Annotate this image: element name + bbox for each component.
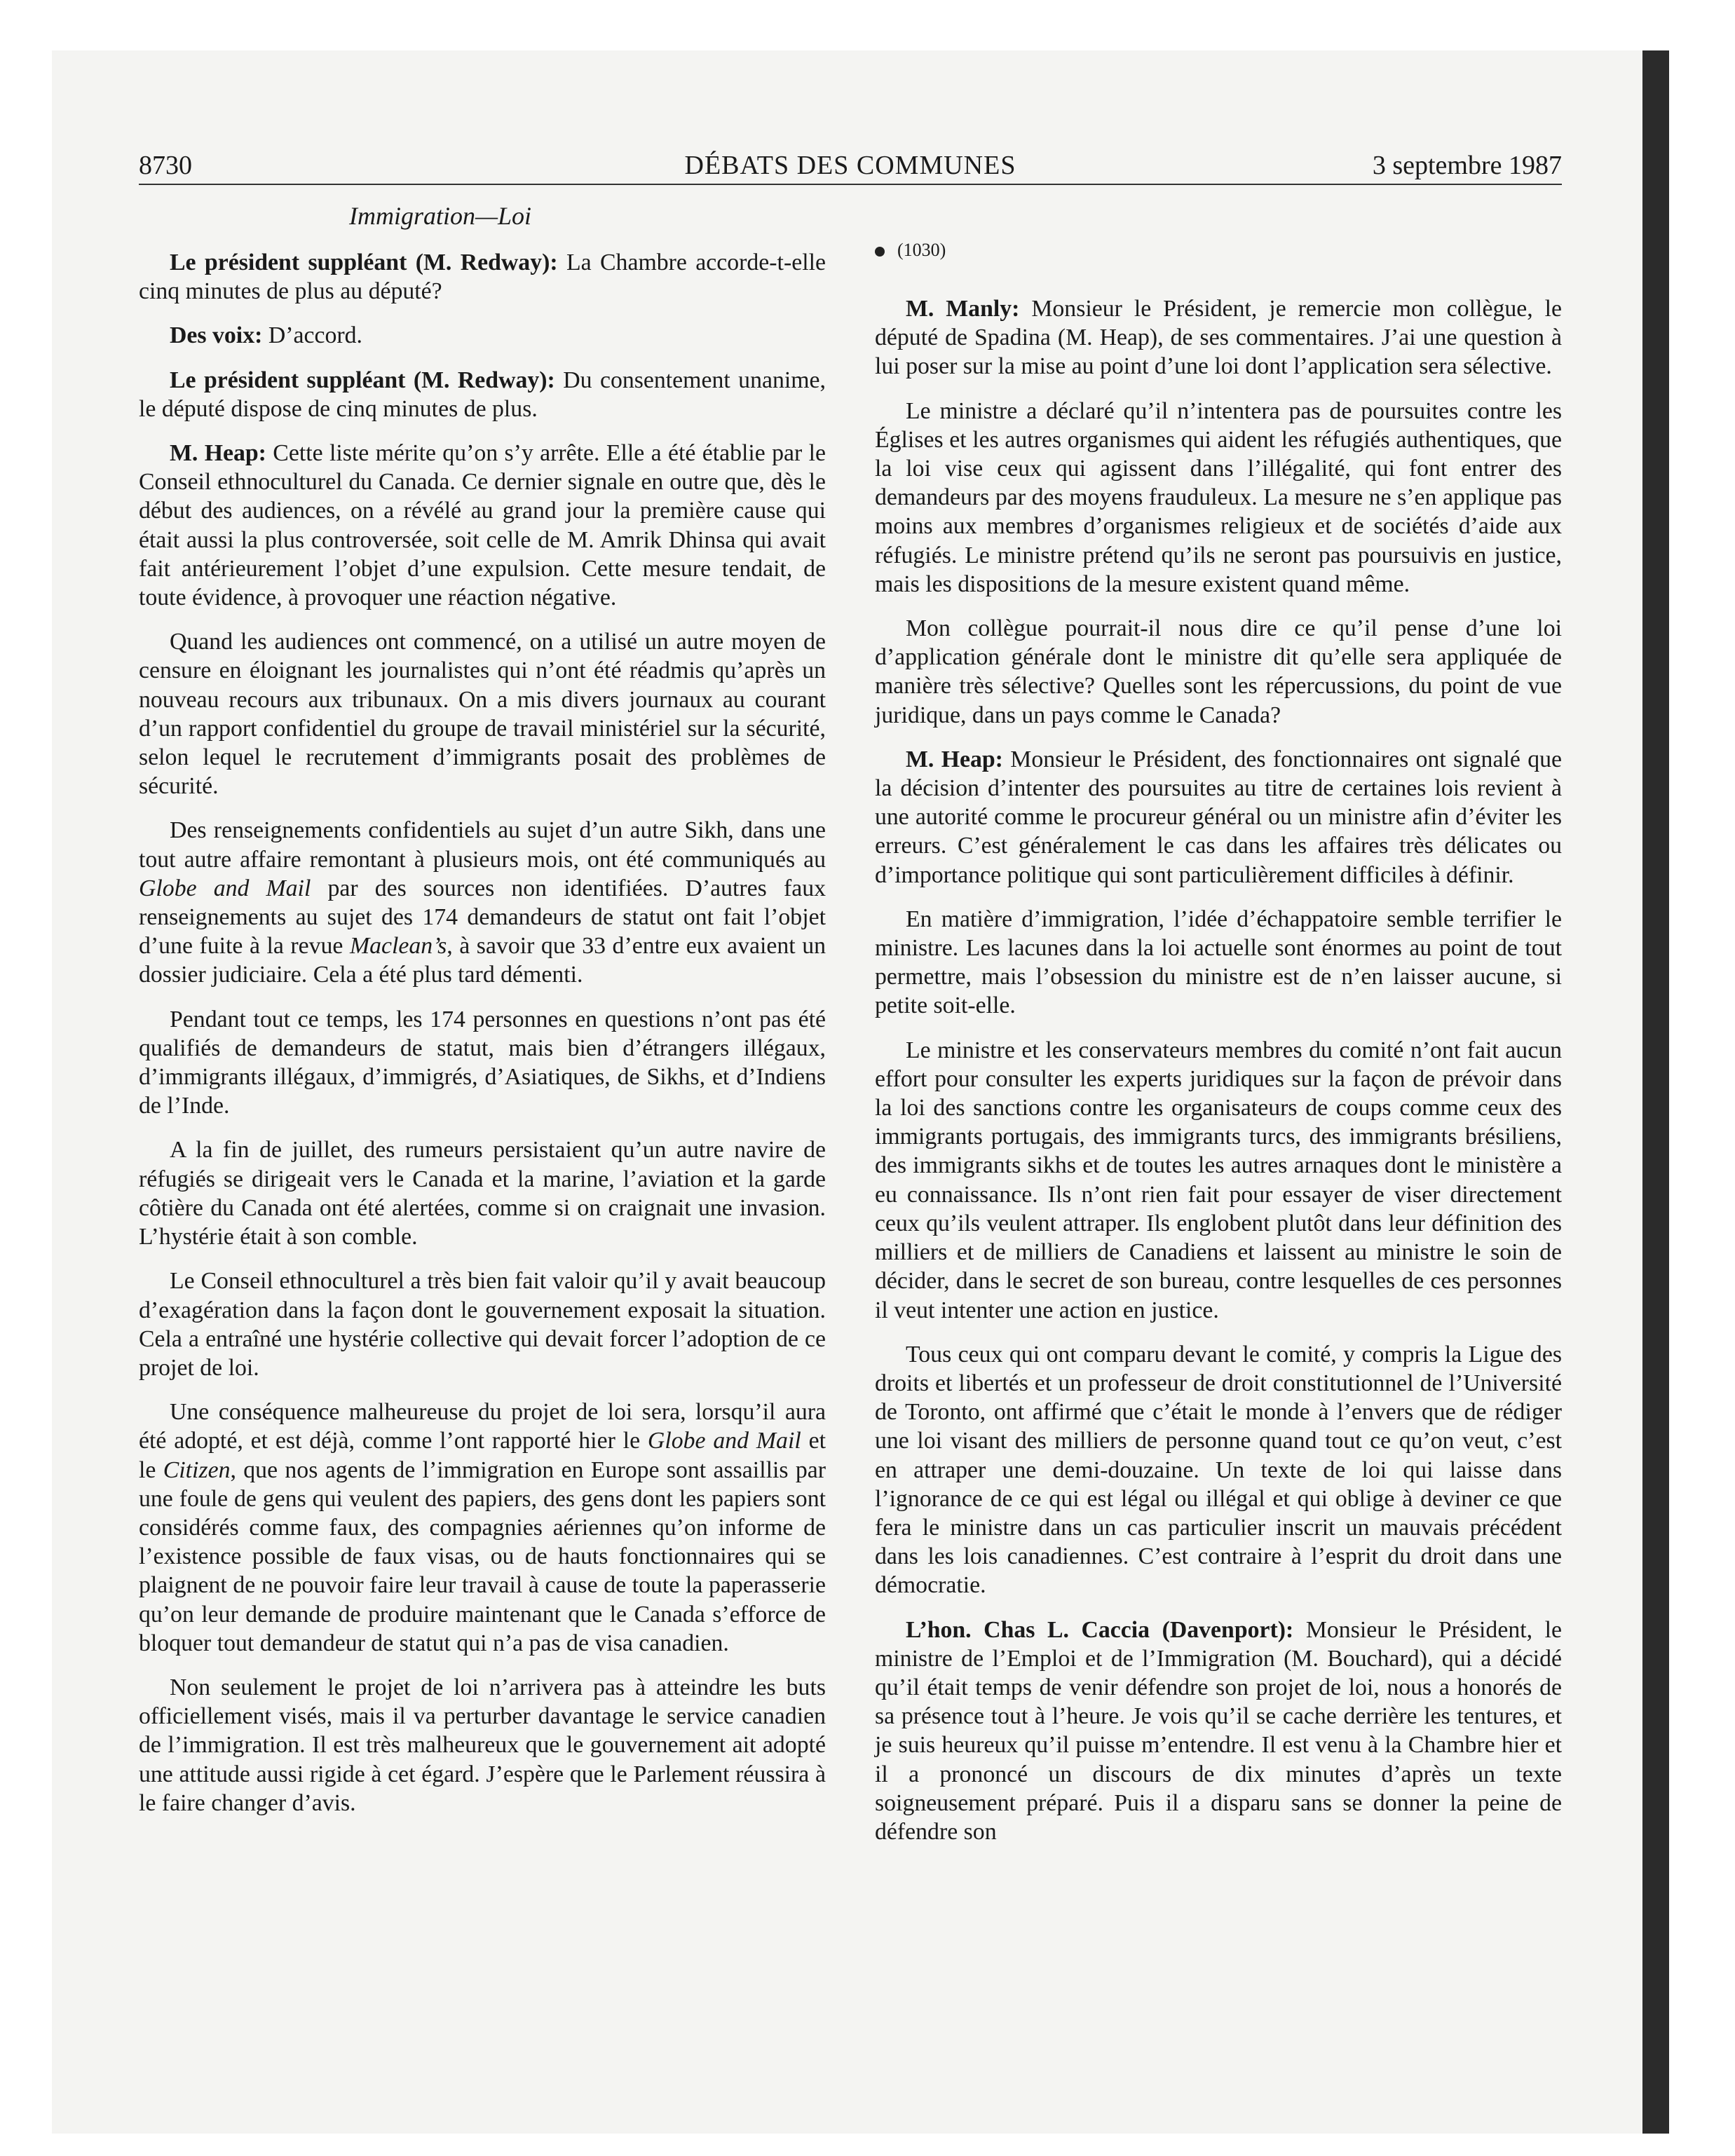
- binding-edge: [1642, 50, 1669, 2134]
- time-marker-text: (1030): [897, 240, 946, 260]
- paragraph: [875, 1616, 1562, 1847]
- paragraph-text: Tous ceux qui ont comparu devant le comité, y compris la Ligue des droits et libertés et un professeur de droit constitutionnel de l’Université de Toronto, ont affirmé que c’était le monde à l’envers que de rédiger une loi visant des milliers de personne quand tout ce qu’on veut, c’est en attraper une demi-douzaine. Un texte de loi qui laisse dans l’ignorance de ce qui est légal ou illégal et qui oblige à deviner ce que fera le ministre dans un cas particulier inscrit un mauvais précédent dans les lois canadiennes. C’est contraire à l’esprit du droit dans une démocratie.: [875, 1341, 1562, 1599]
- speaker-name: Des voix:: [170, 322, 263, 349]
- paragraph-text: A la fin de juillet, des rumeurs persistaient qu’un autre navire de réfugiés se dirigeait vers le Canada et la marine, l’aviation et la garde côtière du Canada ont été alertées, comme si on craignait une invasion. L’hystérie était à son comble.: [139, 1137, 826, 1250]
- italic-title: Maclean’s: [349, 933, 447, 960]
- paragraph-text: Le ministre a déclaré qu’il n’intentera pas de poursuites contre les Églises et les autres organismes qui aident les réfugiés authentiques, que la loi vise ceux qui agissent dans l’illégalité, qui font entrer des demandeurs par des moyens frauduleux. La mesure ne s’en applique pas moins aux membres d’organismes religieux et de sociétés d’aide aux réfugiés. Le ministre prétend qu’ils ne seront pas poursuivis en justice, mais les dispositions de la mesure existent quand même.: [875, 397, 1562, 597]
- paragraph-text: Du consentement unanime, le député dispose de cinq minutes de plus.: [139, 367, 826, 422]
- speaker-name: M. Manly:: [906, 296, 1020, 322]
- paragraph-text: D’accord.: [268, 322, 362, 349]
- paragraph: [875, 397, 1562, 599]
- paragraph: [139, 321, 826, 350]
- paragraph: [139, 248, 826, 306]
- speaker-name: L’hon. Chas L. Caccia (Davenport):: [906, 1616, 1294, 1643]
- paragraph: [139, 1673, 826, 1817]
- paragraph: [139, 1135, 826, 1251]
- page-header: [139, 144, 1562, 186]
- time-marker: [875, 240, 1562, 261]
- speaker-name: Le président suppléant (M. Redway):: [170, 367, 555, 393]
- italic-title: Globe and Mail: [139, 875, 311, 901]
- paragraph: [875, 1340, 1562, 1600]
- paragraph: [875, 745, 1562, 889]
- speaker-name: Le président suppléant (M. Redway):: [170, 250, 558, 275]
- header-rule: [139, 184, 1562, 185]
- paragraph: [139, 627, 826, 800]
- paragraph-text: et le: [139, 1428, 826, 1483]
- paragraph-text: Mon collègue pourrait-il nous dire ce qu’il pense d’une loi d’application générale dont le ministre dit qu’elle sera appliquée de manière très sélective? Quelles sont les répercussions, du point de vue juridique, dans un pays comme le Canada?: [875, 615, 1562, 728]
- paragraph: [875, 1036, 1562, 1325]
- right-paragraphs: [875, 294, 1562, 1846]
- paragraph: [139, 1005, 826, 1121]
- paragraph-text: Cette liste mérite qu’on s’y arrête. Elle a été établie par le Conseil ethnoculturel du Canada. Ce dernier signale en outre que, dès le début des audiences, on a révélé au grand jour la première cause qui était aussi la plus controversée, soit celle de M. Amrik Dhinsa qui avait fait antérieurement l’objet d’une expulsion. Cette mesure tendait, de toute évidence, à provoquer une réaction négative.: [139, 440, 826, 611]
- paragraph: [139, 439, 826, 612]
- speaker-name: M. Heap:: [906, 746, 1003, 772]
- paragraph-text: Le ministre et les conservateurs membres du comité n’ont fait aucun effort pour consulter les experts juridiques sur la façon de prévoir dans la loi des sanctions contre les organisateurs de coups comme ceux des immigrants portugais, des immigrants turcs, des immigrants brésiliens, des immigrants sikhs et de toutes les autres arnaques dont le ministère a eu connaissance. Ils n’ont rien fait pour essayer de viser directement ceux qu’ils veulent attraper. Ils englobent plutôt dans leur définition des milliers et de milliers de Canadiens et laissent au ministre le soin de décider, dans le secret de son bureau, contre lesquelles de ces personnes il veut intenter une action en justice.: [875, 1037, 1562, 1323]
- publication-title: DÉBATS DES COMMUNES: [684, 151, 1016, 180]
- paragraph: [875, 294, 1562, 381]
- paragraph-text: Quand les audiences ont commencé, on a utilisé un autre moyen de censure en éloignant les journalistes qui n’ont été réadmis qu’après un nouveau recours aux tribunaux. On a mis divers journaux au courant d’un rapport confidentiel du groupe de travail ministériel sur la sécurité, selon lequel le recrutement d’immigrants posait des problèmes de sécurité.: [139, 629, 826, 800]
- paragraph: [139, 1267, 826, 1382]
- paragraph-text: Monsieur le Président, je remercie mon collègue, le député de Spadina (M. Heap), de ses commentaires. J’ai une question à lui poser sur la mise au point d’une loi dont l’application sera sélective.: [875, 296, 1563, 380]
- paragraph: [875, 614, 1562, 730]
- speaker-name: M. Heap:: [170, 440, 266, 467]
- paragraph-text: Pendant tout ce temps, les 174 personnes en questions n’ont pas été qualifiés de demandeurs de statut, mais bien d’étrangers illégaux, d’immigrants illégaux, d’immigrés, d’Asiatiques, de Sikhs, et d’Indiens de l’Inde.: [139, 1006, 826, 1119]
- italic-title: Citizen: [163, 1456, 231, 1483]
- paragraph-text: Des renseignements confidentiels au sujet d’un autre Sikh, dans une tout autre affaire remontant à plusieurs mois, ont été communiqués au: [139, 817, 826, 873]
- paragraph-text: En matière d’immigration, l’idée d’échappatoire semble terrifier le ministre. Les lacunes dans la loi actuelle sont énormes au point de tout permettre, mais l’obsession du ministre est de n’en laisser aucune, si petite soit-elle.: [875, 906, 1562, 1019]
- paragraph: [139, 1398, 826, 1658]
- paragraph: [875, 905, 1562, 1021]
- bullet-icon: [875, 247, 885, 257]
- paragraph-text: par des sources non identifiées. D’autres faux renseignements au sujet des 174 demandeurs de statut ont fait l’objet d’une fuite à la revue: [139, 875, 826, 960]
- page-number: 8730: [139, 151, 192, 180]
- right-column: [875, 196, 1562, 1862]
- paragraph-text: Monsieur le Président, des fonctionnaires ont signalé que la décision d’intenter des poursuites au titre de certaines lois revient à une autorité comme le procureur général ou un ministre afin d’éviter les erreurs. C’est généralement le cas dans les affaires très délicates ou d’importance politique qui sont particulièrement difficiles à définir.: [875, 746, 1562, 888]
- paragraph: [139, 816, 826, 989]
- paragraph: [139, 366, 826, 423]
- page-date: 3 septembre 1987: [1372, 151, 1562, 180]
- left-paragraphs: [139, 248, 826, 1817]
- left-column: [139, 196, 826, 1833]
- italic-title: Globe and Mail: [647, 1428, 801, 1454]
- section-title: Immigration—Loi: [348, 202, 532, 230]
- paragraph-text: Une conséquence malheureuse du projet de loi sera, lorsqu’il aura été adopté, et est déjà, comme l’ont rapporté hier le: [139, 1399, 826, 1454]
- paragraph-text: Non seulement le projet de loi n’arrivera pas à atteindre les buts officiellement visés, mais il va perturber davantage le service canadien de l’immigration. Il est très malheureux que le gouvernement ait adopté une attitude aussi rigide à cet égard. J’espère que le Parlement réussira à le faire changer d’avis.: [139, 1674, 826, 1816]
- paragraph-text: , que nos agents de l’immigration en Europe sont assaillis par une foule de gens qui veulent des papiers, des gens dont les papiers sont considérés comme faux, des compagnies aériennes qu’on informe de l’existence possible de faux visas, ou de hauts fonctionnaires qui se plaignent de ne pouvoir faire leur travail à cause de toute la paperasserie qu’on leur demande de produire maintenant que le Canada s’efforce de bloquer tout demandeur de statut qui n’a pas de visa canadien.: [139, 1456, 826, 1656]
- paragraph-text: Monsieur le Président, le ministre de l’Emploi et de l’Immigration (M. Bouchard), qui a décidé qu’il était temps de venir défendre son projet de loi, nous a honorés de sa présence tout à l’heure. Je vois qu’il se cache derrière les tentures, et je suis heureux qu’il puisse m’entendre. Il est venu à la Chambre hier et il a prononcé un discours de dix minutes d’après un texte soigneusement préparé. Puis il a disparu sans se donner la peine de défendre son: [875, 1616, 1562, 1845]
- paragraph-text: , à savoir que 33 d’entre eux avaient un dossier judiciaire. Cela a été plus tard démenti.: [139, 933, 826, 988]
- paragraph-text: La Chambre accorde-t-elle cinq minutes de plus au député?: [139, 250, 826, 305]
- paragraph-text: Le Conseil ethnoculturel a très bien fait valoir qu’il y avait beaucoup d’exagération dans la façon dont le gouvernement exposait la situation. Cela a entraîné une hystérie collective qui devait forcer l’adoption de ce projet de loi.: [139, 1268, 826, 1381]
